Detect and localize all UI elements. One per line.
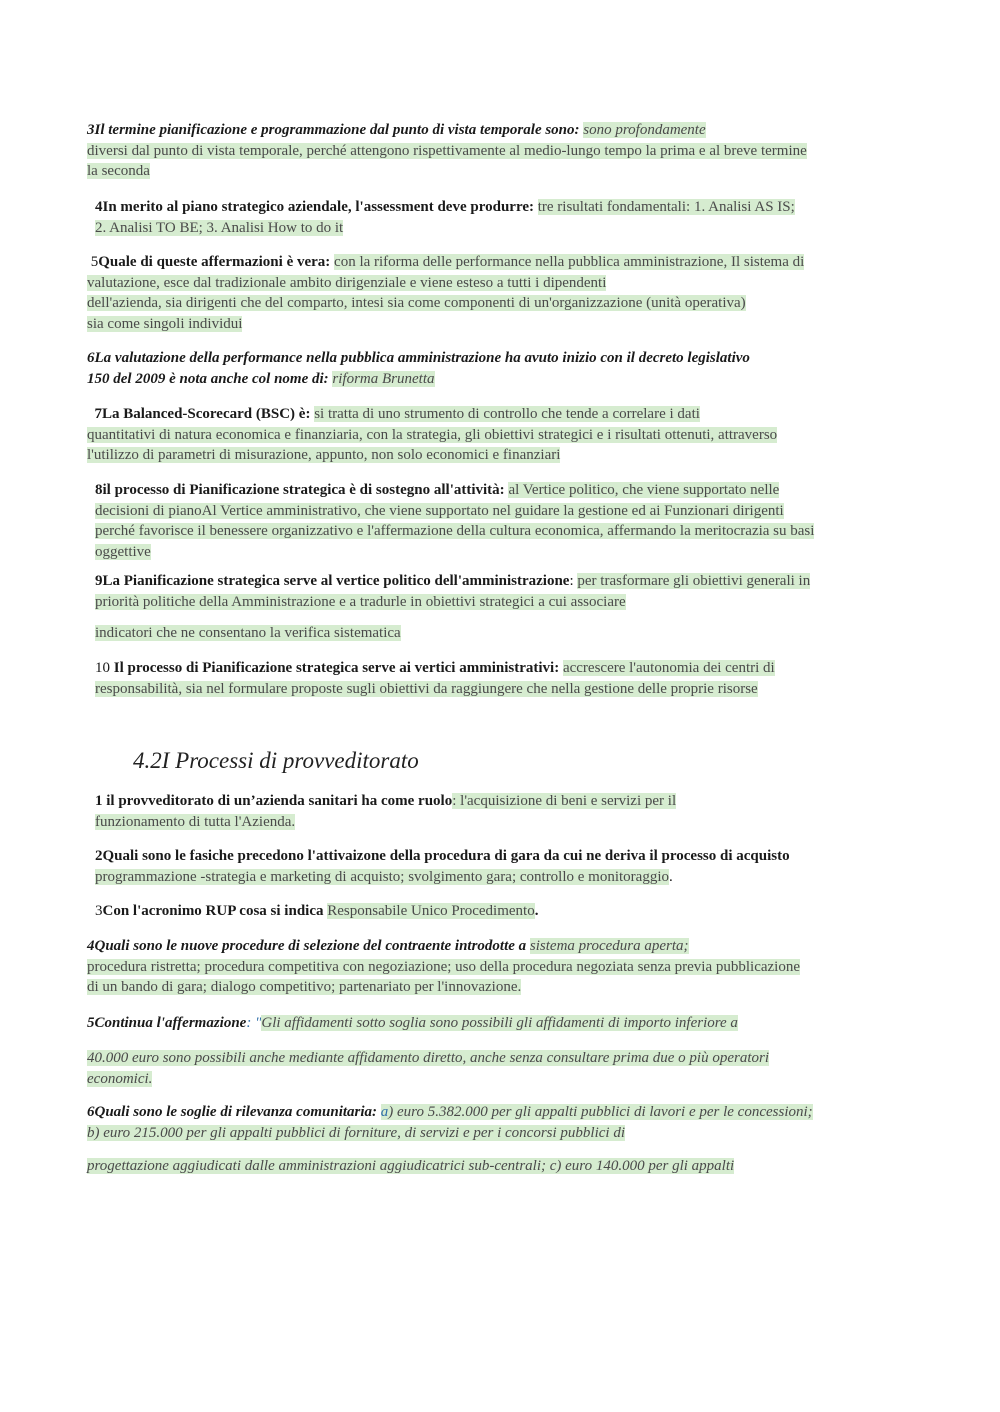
- question-7-text: 7La Balanced-Scorecard (BSC) è:: [94, 406, 315, 422]
- answer-p6-continued: [87, 1156, 734, 1177]
- answer-p3-line-1: Responsabile Unico Procedimento: [327, 903, 535, 919]
- answer-p1-line-1: : l'acquisizione di beni e servizi per il: [452, 793, 677, 809]
- answer-7-line-2: quantitativi di natura economica e finanziaria, con la strategia, gli obiettivi strategici e i risultati ottenuti, attraverso: [87, 426, 778, 443]
- question-p3: [95, 901, 538, 922]
- answer-3-line-2: diversi dal punto di vista temporale, perché attengono rispettivamente al medio-lungo tempo la prima e al breve termine: [87, 142, 807, 159]
- question-p3-number: 3: [95, 903, 103, 919]
- question-10-number: 10: [95, 660, 114, 676]
- answer-6-line-1: riforma Brunetta: [332, 370, 435, 387]
- question-p6-text: 6Quali sono le soglie di rilevanza comunitaria:: [87, 1104, 381, 1120]
- answer-8-line-2: decisioni di pianoAl Vertice amministrativo, che viene supportato nel guidare la gestione ed ai Funzionari dirigenti: [95, 502, 784, 519]
- question-9: [95, 571, 810, 612]
- section-heading: 4.2I Processi di provveditorato: [133, 748, 419, 773]
- answer-9-line-1: per trasformare gli obiettivi generali in: [577, 573, 811, 589]
- answer-p2-end: .: [669, 868, 673, 885]
- answer-p5-continued: [87, 1048, 769, 1089]
- question-p1-text: 1 il provveditorato di un’azienda sanitari ha come ruolo: [95, 793, 453, 809]
- answer-p6-line-3: progettazione aggiudicati dalle amministrazioni aggiudicatrici sub-centrali; c) euro 140.000 per gli appalti: [87, 1158, 735, 1174]
- answer-p4-line-2: procedura ristretta; procedura competitiva con negoziazione; uso della procedura negoziata senza previa pubblicazione: [87, 958, 801, 975]
- question-4-text: 4In merito al piano strategico aziendale, l'assessment deve produrre:: [95, 199, 538, 215]
- question-p5-separator: : ": [246, 1015, 262, 1031]
- answer-9-line-3: indicatori che ne consentano la verifica sistematica: [95, 625, 401, 641]
- answer-p5-line-3: economici.: [87, 1070, 153, 1087]
- question-5-number: 5: [90, 254, 99, 270]
- answer-p1-line-2: funzionamento di tutta l'Azienda.: [95, 813, 296, 830]
- question-6-text-2: 150 del 2009 è nota anche col nome di:: [87, 370, 333, 387]
- answer-p6-line-2: b) euro 215.000 per gli appalti pubblici di forniture, di servizi e per i concorsi pubblici di: [87, 1124, 626, 1141]
- question-p4: [87, 936, 800, 998]
- question-6-text-1: 6La valutazione della performance nella pubblica amministrazione ha avuto inizio con il decreto legislativo: [87, 350, 750, 366]
- question-p4-text: 4Quali sono le nuove procedure di selezione del contraente introdotte a: [87, 938, 530, 954]
- question-7: [87, 404, 777, 466]
- answer-10-line-1: accrescere l'autonomia dei centri di: [562, 660, 775, 676]
- answer-p3-end: .: [534, 903, 539, 919]
- question-3-text: 3Il termine pianificazione e programmazione dal punto di vista temporale sono:: [87, 122, 584, 138]
- question-p3-text: Con l'acronimo RUP cosa si indica: [102, 903, 328, 919]
- answer-8-line-4: oggettive: [95, 543, 151, 560]
- answer-9-line-2: priorità politiche della Amministrazione e a tradurle in obiettivi strategici a cui associare: [95, 593, 626, 610]
- answer-p4-line-3: di un bando di gara; dialogo competitivo; partenariato per l'innovazione.: [87, 979, 522, 996]
- question-p2-text: 2Quali sono le fasiche precedono l'attivaizone della procedura di gara da cui ne deriva il processo di acquisto: [95, 848, 790, 864]
- question-p2: [95, 846, 790, 887]
- answer-5-line-3: dell'azienda, sia dirigenti che del comparto, intesi sia come componenti di un'organizzazione (unità operativa): [87, 295, 746, 312]
- answer-p4-line-1: sistema procedura aperta;: [529, 938, 689, 954]
- answer-5-line-2: valutazione, esce dal tradizionale ambito dirigenziale e viene esteso a tutti i dipendenti: [87, 274, 607, 291]
- question-5-text: Quale di queste affermazioni è vera:: [98, 254, 335, 270]
- answer-9-continued: [95, 623, 401, 644]
- answer-4-line-1: tre risultati fondamentali: 1. Analisi AS IS;: [537, 199, 795, 215]
- answer-p5-line-1: Gli affidamenti sotto soglia sono possibili gli affidamenti di importo inferiore a: [261, 1015, 738, 1031]
- question-8-text: 8il processo di Pianificazione strategica è di sostegno all'attività:: [95, 482, 509, 498]
- question-5: [87, 252, 804, 334]
- answer-p2-line-1: programmazione -strategia e marketing di acquisto; svolgimento gara; controllo e monitoraggio: [95, 868, 669, 885]
- answer-3-line-3: la seconda: [87, 163, 150, 180]
- answer-5-line-1: con la riforma delle performance nella pubblica amministrazione, Il sistema di: [334, 254, 805, 270]
- question-p5: [87, 1013, 738, 1034]
- question-10-text: Il processo di Pianificazione strategica serve ai vertici amministrativi:: [113, 660, 563, 676]
- answer-p6-letter-a: a: [380, 1104, 389, 1120]
- answer-p6-line-1: ) euro 5.382.000 per gli appalti pubblici di lavori e per le concessioni;: [388, 1104, 813, 1120]
- question-p1: [95, 791, 676, 832]
- question-p6: [87, 1102, 813, 1143]
- question-6: [87, 348, 750, 389]
- question-9-text: 9La Pianificazione strategica serve al vertice politico dell'amministrazione: [95, 573, 570, 589]
- answer-8-line-1: al Vertice politico, che viene supportato nelle: [508, 482, 780, 498]
- question-p5-text: 5Continua l'affermazione: [87, 1015, 247, 1031]
- answer-7-line-1: si tratta di uno strumento di controllo che tende a correlare i dati: [314, 406, 700, 422]
- question-8: [95, 480, 814, 562]
- answer-3-line-1: sono profondamente: [583, 122, 706, 138]
- answer-7-line-3: l'utilizzo di parametri di misurazione, appunto, non solo economici e finanziari: [87, 447, 561, 464]
- question-9-separator: :: [569, 573, 578, 589]
- answer-p5-line-2: 40.000 euro sono possibili anche mediante affidamento diretto, anche senza consultare prima due o più operatori: [87, 1050, 770, 1066]
- answer-4-line-2: 2. Analisi TO BE; 3. Analisi How to do it: [95, 219, 344, 236]
- answer-8-line-3: perché favorisce il benessere organizzativo e l'affermazione della cultura economica, affermando la meritocrazia su basi: [95, 523, 815, 540]
- question-4: [95, 197, 795, 238]
- question-3: [87, 120, 807, 182]
- question-10: [95, 658, 775, 699]
- answer-5-line-4: sia come singoli individui: [87, 315, 243, 332]
- answer-10-line-2: responsabilità, sia nel formulare proposte sugli obiettivi da raggiungere che nella gestione delle proprie risorse: [95, 680, 758, 697]
